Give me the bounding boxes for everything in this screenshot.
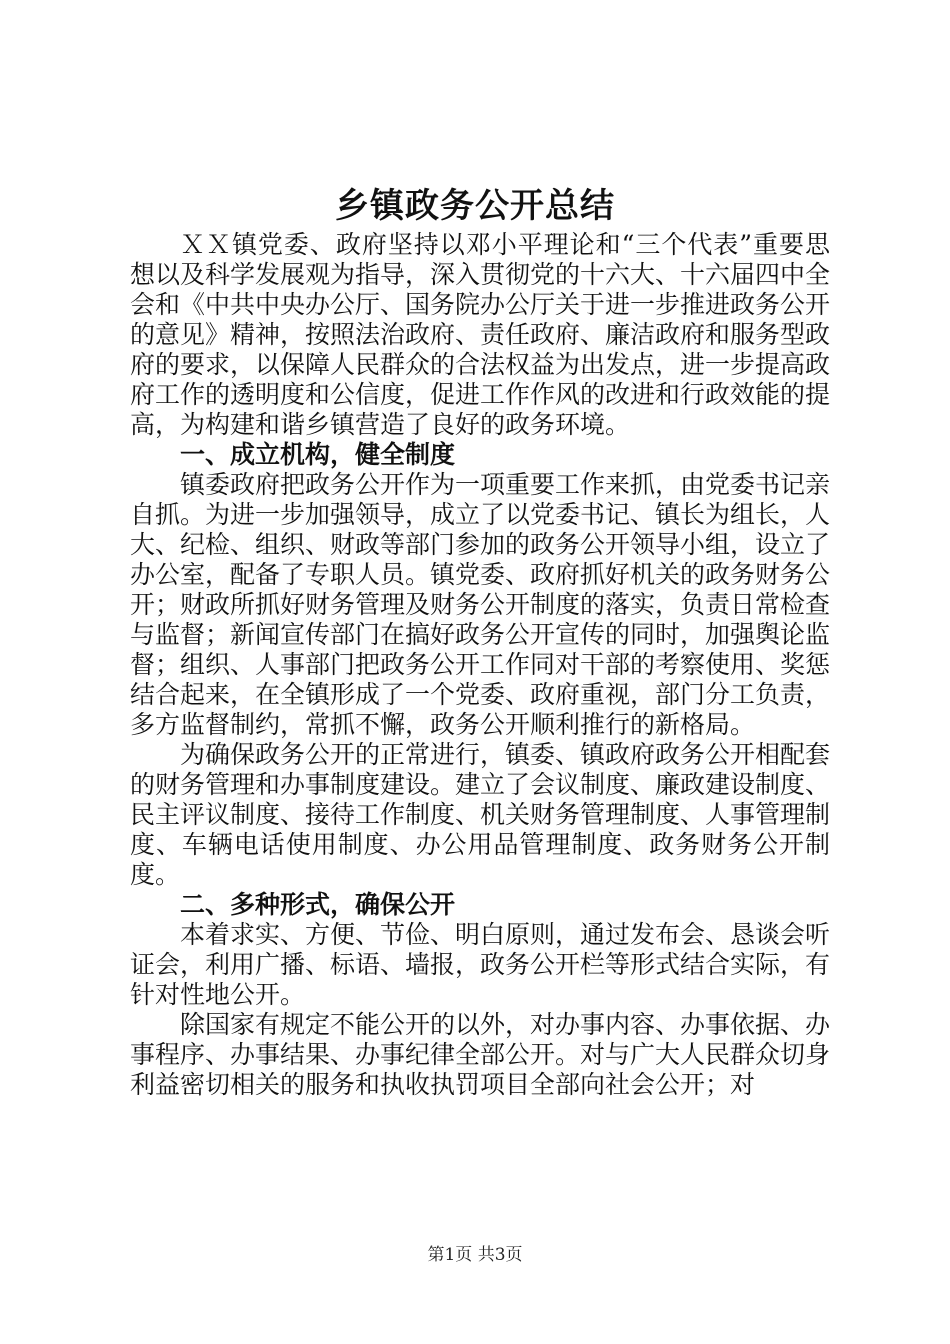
- section-2-paragraph-2: 除国家有规定不能公开的以外，对办事内容、办事依据、办事程序、办事结果、办事纪律全部公开。对与广大人民群众切身利益密切相关的服务和执收执罚项目全部向社会公开；对: [130, 1010, 831, 1099]
- page-footer: 第1页 共3页: [427, 1245, 523, 1265]
- intro-paragraph: ＸＸ镇党委、政府坚持以邓小平理论和“三个代表”重要思想以及科学发展观为指导，深入贯彻党的十六大、十六届四中全会和《中共中央办公厅、国务院办公厅关于进一步推进政务公开的意见》精神，按照法治政府、责任政府、廉洁政府和服务型政府的要求，以保障人民群众的合法权益为出发点，进一步提高政府工作的透明度和公信度，促进工作作风的改进和行政效能的提高，为构建和谐乡镇营造了良好的政务环境。: [130, 230, 831, 439]
- section-2-paragraph-1: 本着求实、方便、节俭、明白原则，通过发布会、恳谈会听证会，利用广播、标语、墙报，政务公开栏等形式结合实际，有针对性地公开。: [130, 920, 831, 1009]
- section-heading-2: 二、多种形式，确保公开: [180, 890, 456, 919]
- section-heading-1: 一、成立机构，健全制度: [180, 440, 456, 469]
- section-1-paragraph-2: 为确保政务公开的正常进行，镇委、镇政府政务公开相配套的财务管理和办事制度建设。建立了会议制度、廉政建设制度、民主评议制度、接待工作制度、机关财务管理制度、人事管理制度、车辆电话使用制度、办公用品管理制度、政务财务公开制度。: [130, 740, 831, 889]
- document-body: [130, 230, 830, 1100]
- document-title: 乡镇政务公开总结: [335, 186, 615, 226]
- section-1-paragraph-1: 镇委政府把政务公开作为一项重要工作来抓，由党委书记亲自抓。为进一步加强领导，成立了以党委书记、镇长为组长，人大、纪检、组织、财政等部门参加的政务公开领导小组，设立了办公室，配备了专职人员。镇党委、政府抓好机关的政务财务公开；财政所抓好财务管理及财务公开制度的落实，负责日常检查与监督；新闻宣传部门在搞好政务公开宣传的同时，加强舆论监督；组织、人事部门把政务公开工作同对干部的考察使用、奖惩结合起来，在全镇形成了一个党委、政府重视，部门分工负责，多方监督制约，常抓不懈，政务公开顺利推行的新格局。: [130, 470, 831, 739]
